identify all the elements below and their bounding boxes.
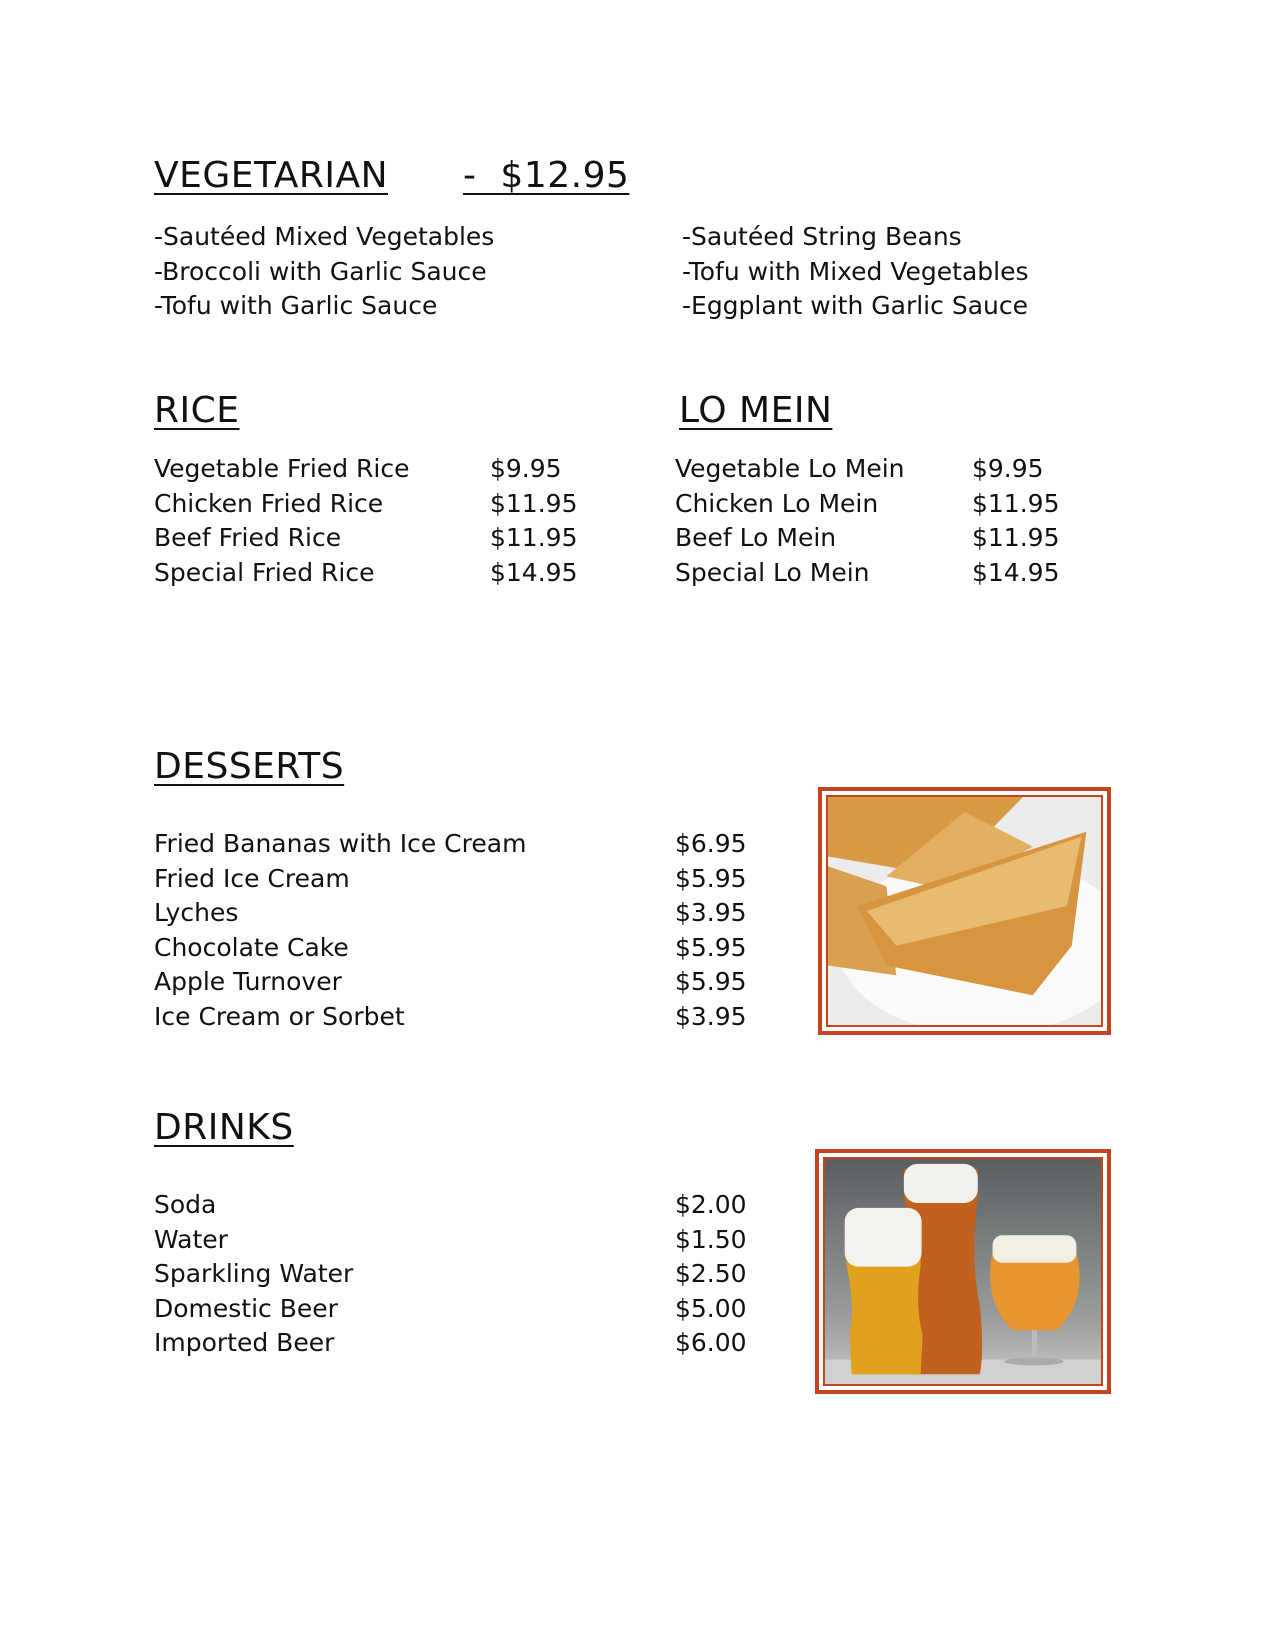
menu-item-price: $11.95 <box>972 523 1060 552</box>
menu-item-name: Beef Lo Mein <box>675 523 837 552</box>
menu-item-name: Water <box>154 1224 228 1254</box>
menu-item-name: Chocolate Cake <box>154 932 349 962</box>
menu-item-price: $14.95 <box>490 557 578 587</box>
list-item: -Sautéed Mixed Vegetables <box>154 222 495 251</box>
pastry-image <box>828 797 1101 1025</box>
menu-item-price: $1.50 <box>675 1224 747 1254</box>
drinks-heading: DRINKS <box>154 1107 294 1148</box>
menu-item-price: $2.50 <box>675 1259 747 1288</box>
menu-item-price: $5.95 <box>675 932 747 962</box>
menu-item-name: Fried Bananas with Ice Cream <box>154 829 527 858</box>
menu-item-price: $5.00 <box>675 1293 747 1323</box>
menu-item-price: $6.95 <box>675 829 747 858</box>
menu-item-name: Special Fried Rice <box>154 557 375 587</box>
beer-photo <box>815 1149 1111 1394</box>
list-item: -Tofu with Mixed Vegetables <box>682 256 1029 286</box>
menu-item-price: $5.95 <box>675 863 747 893</box>
menu-item-name: Fried Ice Cream <box>154 863 350 893</box>
vegetarian-left-list <box>154 220 494 324</box>
desserts-heading: DESSERTS <box>154 746 345 787</box>
apple-turnover-photo <box>818 787 1111 1035</box>
beer-glasses-image <box>825 1159 1101 1384</box>
drinks-prices <box>675 1188 747 1361</box>
menu-item-name: Chicken Lo Mein <box>675 488 879 518</box>
list-item: -Eggplant with Garlic Sauce <box>682 291 1028 320</box>
menu-item-name: Imported Beer <box>154 1328 335 1357</box>
lomein-heading: LO MEIN <box>679 390 833 431</box>
menu-item-price: $3.95 <box>675 1001 747 1031</box>
menu-item-name: Special Lo Mein <box>675 557 870 587</box>
list-item: -Tofu with Garlic Sauce <box>154 291 438 320</box>
vegetarian-price: $12.95 <box>500 155 630 196</box>
rice-names <box>154 452 409 590</box>
menu-item-price: $3.95 <box>675 898 747 927</box>
menu-item-price: $14.95 <box>972 557 1060 587</box>
rice-prices <box>490 452 577 590</box>
menu-item-price: $11.95 <box>972 488 1060 518</box>
vegetarian-right-list <box>682 220 1029 324</box>
desserts-names <box>154 827 526 1034</box>
menu-item-name: Apple Turnover <box>154 967 342 996</box>
menu-item-name: Vegetable Fried Rice <box>154 454 410 483</box>
menu-item-name: Ice Cream or Sorbet <box>154 1001 405 1031</box>
menu-item-name: Sparkling Water <box>154 1259 354 1288</box>
menu-item-name: Vegetable Lo Mein <box>675 454 905 483</box>
menu-item-price: $9.95 <box>490 454 562 483</box>
lomein-prices <box>972 452 1059 590</box>
menu-item-name: Lyches <box>154 898 239 927</box>
menu-item-price: $11.95 <box>490 488 578 518</box>
rice-heading: RICE <box>154 390 240 431</box>
vegetarian-title: VEGETARIAN <box>154 155 389 196</box>
menu-item-name: Beef Fried Rice <box>154 523 342 552</box>
drinks-names <box>154 1188 353 1361</box>
menu-item-name: Chicken Fried Rice <box>154 488 384 518</box>
lomein-names <box>675 452 905 590</box>
desserts-prices <box>675 827 747 1034</box>
menu-item-price: $9.95 <box>972 454 1044 483</box>
menu-item-price: $6.00 <box>675 1328 747 1357</box>
list-item: -Sautéed String Beans <box>682 222 962 251</box>
menu-item-name: Soda <box>154 1190 217 1219</box>
list-item: -Broccoli with Garlic Sauce <box>154 256 487 286</box>
menu-item-price: $11.95 <box>490 523 578 552</box>
vegetarian-heading: VEGETARIAN - $12.95 <box>154 155 630 196</box>
menu-item-name: Domestic Beer <box>154 1293 338 1323</box>
menu-item-price: $2.00 <box>675 1190 747 1219</box>
menu-item-price: $5.95 <box>675 967 747 996</box>
